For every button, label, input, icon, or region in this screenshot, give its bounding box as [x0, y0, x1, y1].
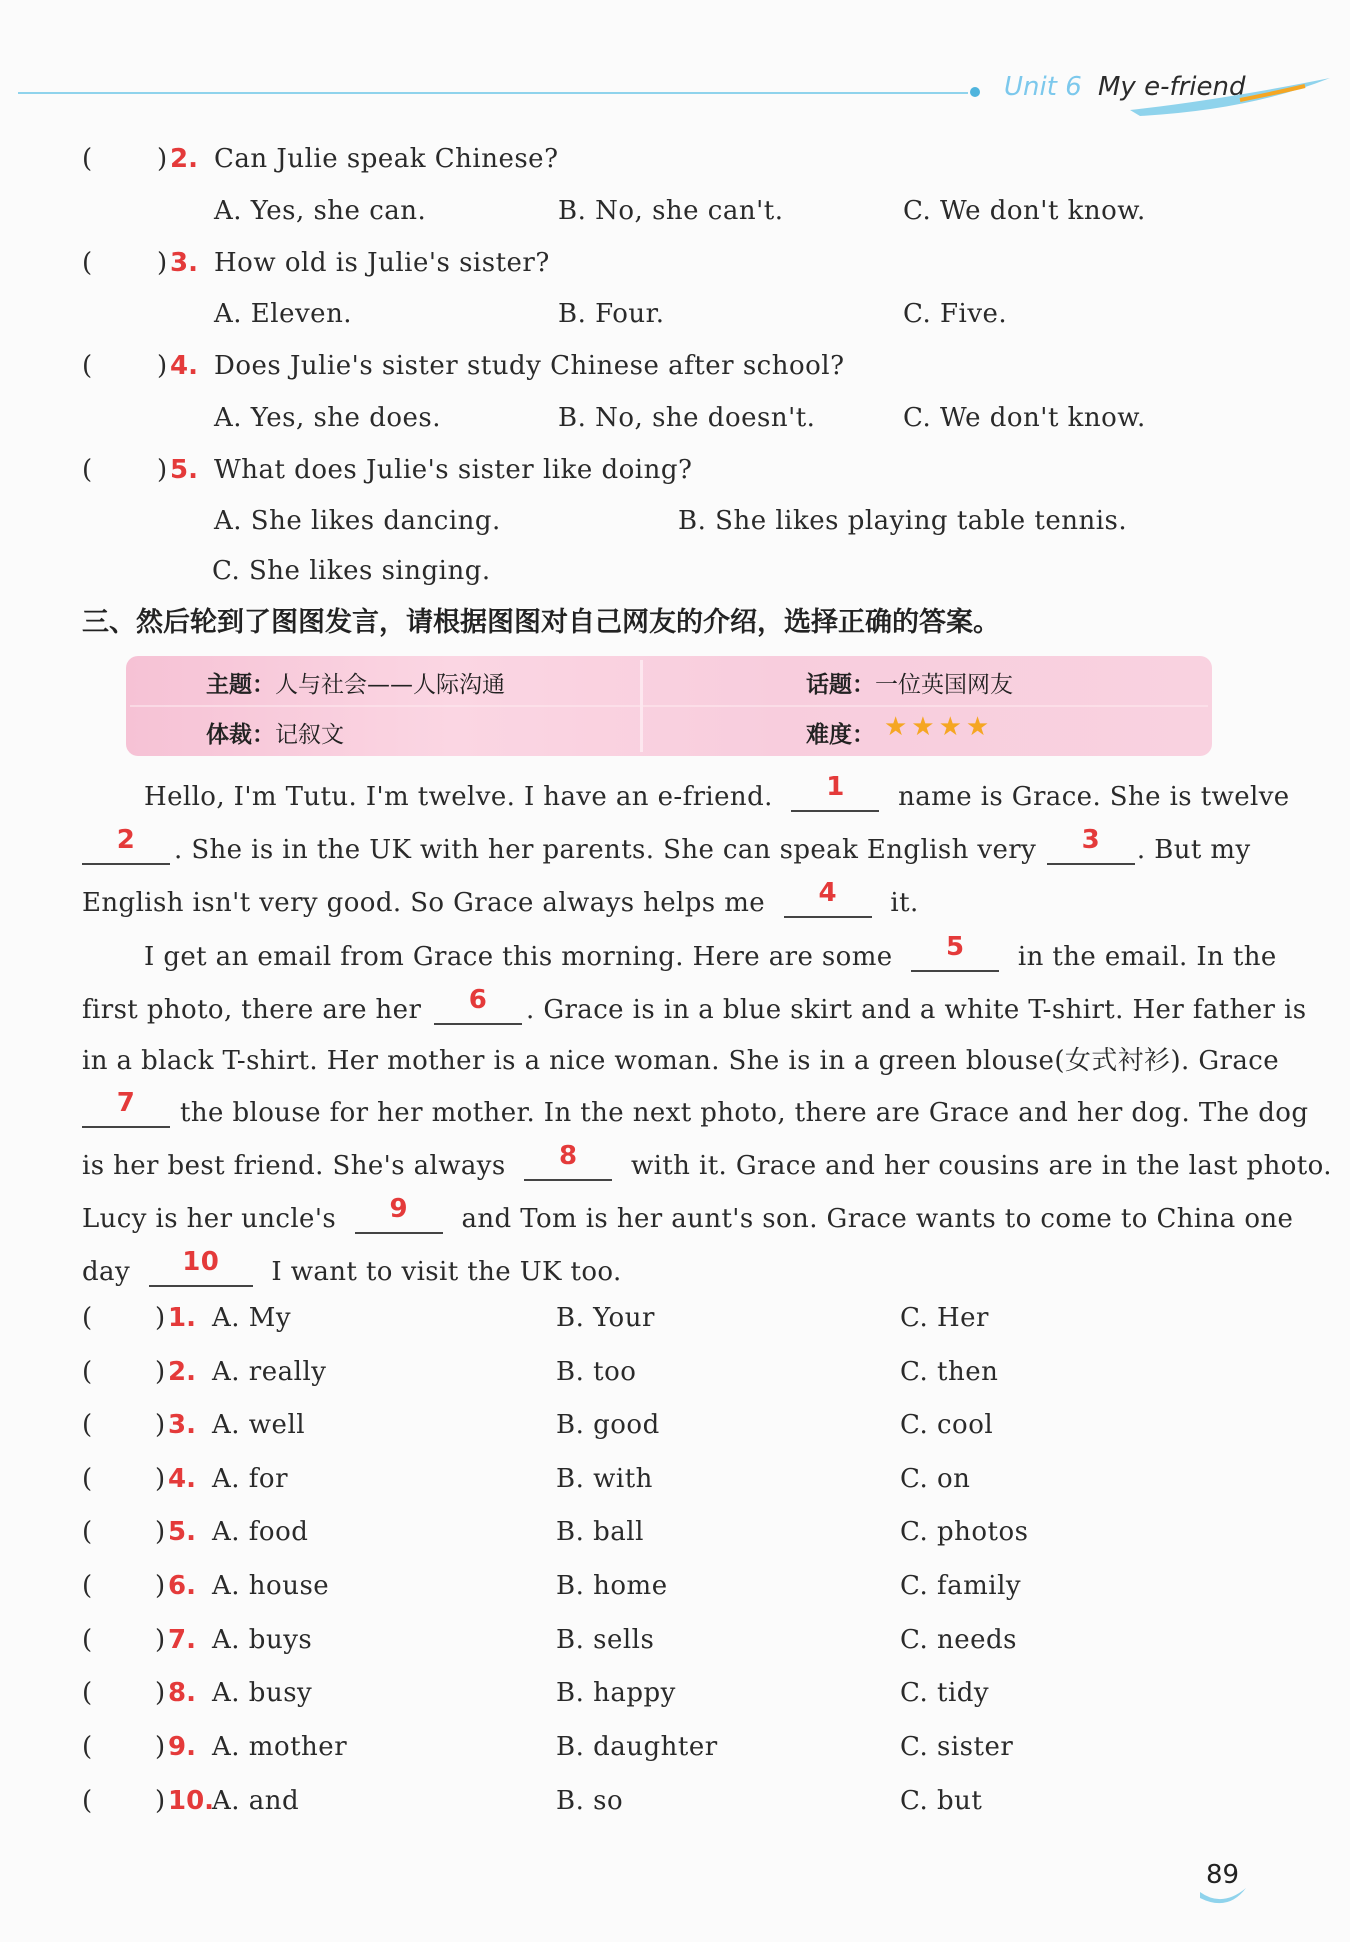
header-unit: Unit 6: [1004, 72, 1082, 102]
question-number: 3.: [170, 248, 198, 278]
option-b: B. happy: [556, 1678, 676, 1708]
option: C. We don't know.: [903, 403, 1146, 433]
answer-paren[interactable]: (: [82, 1357, 93, 1387]
answer-paren[interactable]: (: [82, 248, 93, 278]
answer-paren[interactable]: (: [82, 1410, 93, 1440]
blank-5[interactable]: 5: [911, 936, 999, 972]
answer-paren[interactable]: (: [82, 144, 93, 174]
option: A. Yes, she does.: [214, 403, 441, 433]
topic: 话题：一位英国网友: [806, 672, 1013, 698]
option: A. Yes, she can.: [214, 196, 427, 226]
option-a: A. My: [212, 1303, 292, 1333]
difficulty-stars-icon: ★★★★: [884, 712, 994, 742]
blank-8[interactable]: 8: [524, 1145, 612, 1181]
option: A. Eleven.: [214, 299, 353, 329]
option: C. She likes singing.: [212, 556, 491, 586]
answer-paren-close: ): [155, 1410, 166, 1440]
section-title: 三、然后轮到了图图发言，请根据图图对自己网友的介绍，选择正确的答案。: [82, 607, 1000, 638]
question-text: How old is Julie's sister?: [214, 248, 550, 278]
option-a: A. food: [212, 1517, 309, 1547]
blank-6[interactable]: 6: [434, 989, 522, 1025]
blank-2[interactable]: 2: [82, 829, 170, 865]
page-swoosh-icon: [1198, 1886, 1248, 1908]
option: C. Five.: [903, 299, 1008, 329]
option: B. No, she can't.: [558, 196, 784, 226]
option-b: B. daughter: [556, 1732, 718, 1762]
header-rule: [18, 92, 968, 94]
blank-7[interactable]: 7: [82, 1092, 170, 1128]
question-number: 4.: [170, 351, 198, 381]
question-number: 2.: [170, 144, 198, 174]
option-c: C. sister: [900, 1732, 1014, 1762]
question-number: 1.: [168, 1303, 196, 1333]
option-a: A. mother: [212, 1732, 348, 1762]
option-c: C. family: [900, 1571, 1022, 1601]
answer-paren[interactable]: (: [82, 1303, 93, 1333]
option-a: A. really: [212, 1357, 327, 1387]
question-number: 5.: [170, 455, 198, 485]
genre: 体裁：记叙文: [206, 722, 344, 748]
blank-10[interactable]: 10: [149, 1251, 253, 1287]
option-b: B. sells: [556, 1625, 655, 1655]
option-c: C. on: [900, 1464, 971, 1494]
answer-paren[interactable]: (: [82, 1678, 93, 1708]
option: B. Four.: [558, 299, 665, 329]
answer-paren[interactable]: (: [82, 1517, 93, 1547]
option-b: B. good: [556, 1410, 660, 1440]
option-b: B. Your: [556, 1303, 655, 1333]
option-b: B. with: [556, 1464, 653, 1494]
header-title: My e-friend: [1098, 72, 1246, 102]
answer-paren[interactable]: (: [82, 1571, 93, 1601]
question-number: 8.: [168, 1678, 196, 1708]
option-c: C. needs: [900, 1625, 1018, 1655]
option-a: A. and: [212, 1786, 300, 1816]
theme: 主题：人与社会——人际沟通: [206, 672, 505, 698]
option-a: A. buys: [212, 1625, 313, 1655]
answer-paren-close: ): [155, 1625, 166, 1655]
answer-paren[interactable]: (: [82, 455, 93, 485]
page-number: 89: [1206, 1860, 1240, 1890]
option-c: C. but: [900, 1786, 983, 1816]
question-text: What does Julie's sister like doing?: [214, 455, 693, 485]
option: C. We don't know.: [903, 196, 1146, 226]
question-number: 10.: [168, 1786, 215, 1816]
blank-4[interactable]: 4: [784, 882, 872, 918]
question-number: 4.: [168, 1464, 196, 1494]
option-a: A. well: [212, 1410, 306, 1440]
answer-paren[interactable]: (: [82, 1625, 93, 1655]
blank-1[interactable]: 1: [791, 776, 879, 812]
question-text: Can Julie speak Chinese?: [214, 144, 559, 174]
option-a: A. busy: [212, 1678, 313, 1708]
option-c: C. cool: [900, 1410, 994, 1440]
option-c: C. tidy: [900, 1678, 990, 1708]
answer-paren-close: ): [155, 1678, 166, 1708]
option-c: C. Her: [900, 1303, 989, 1333]
option: B. No, she doesn't.: [558, 403, 816, 433]
option-c: C. then: [900, 1357, 999, 1387]
answer-paren-close: ): [155, 1357, 166, 1387]
difficulty: 难度：: [806, 722, 875, 748]
question-number: 2.: [168, 1357, 196, 1387]
answer-paren[interactable]: (: [82, 1464, 93, 1494]
answer-paren[interactable]: (: [82, 1732, 93, 1762]
option-a: A. house: [212, 1571, 330, 1601]
question-number: 3.: [168, 1410, 196, 1440]
answer-paren[interactable]: (: [82, 351, 93, 381]
blank-9[interactable]: 9: [355, 1198, 443, 1234]
answer-paren-close: ): [155, 1303, 166, 1333]
question-number: 7.: [168, 1625, 196, 1655]
option: B. She likes playing table tennis.: [678, 506, 1128, 536]
option: A. She likes dancing.: [214, 506, 501, 536]
question-number: 6.: [168, 1571, 196, 1601]
question-text: Does Julie's sister study Chinese after school?: [214, 351, 845, 381]
option-b: B. so: [556, 1786, 624, 1816]
blank-3[interactable]: 3: [1047, 829, 1135, 865]
header-swoosh-icon: [1130, 70, 1340, 120]
header-dot-icon: [970, 87, 980, 97]
answer-paren-close: ): [155, 1571, 166, 1601]
question-number: 5.: [168, 1517, 196, 1547]
option-b: B. home: [556, 1571, 668, 1601]
answer-paren-close: ): [155, 1732, 166, 1762]
option-a: A. for: [212, 1464, 289, 1494]
option-b: B. too: [556, 1357, 637, 1387]
question-number: 9.: [168, 1732, 196, 1762]
answer-paren-close: ): [155, 1464, 166, 1494]
option-b: B. ball: [556, 1517, 644, 1547]
option-c: C. photos: [900, 1517, 1029, 1547]
answer-paren[interactable]: (: [82, 1786, 93, 1816]
answer-paren-close: ): [155, 1517, 166, 1547]
answer-paren-close: ): [155, 1786, 166, 1816]
